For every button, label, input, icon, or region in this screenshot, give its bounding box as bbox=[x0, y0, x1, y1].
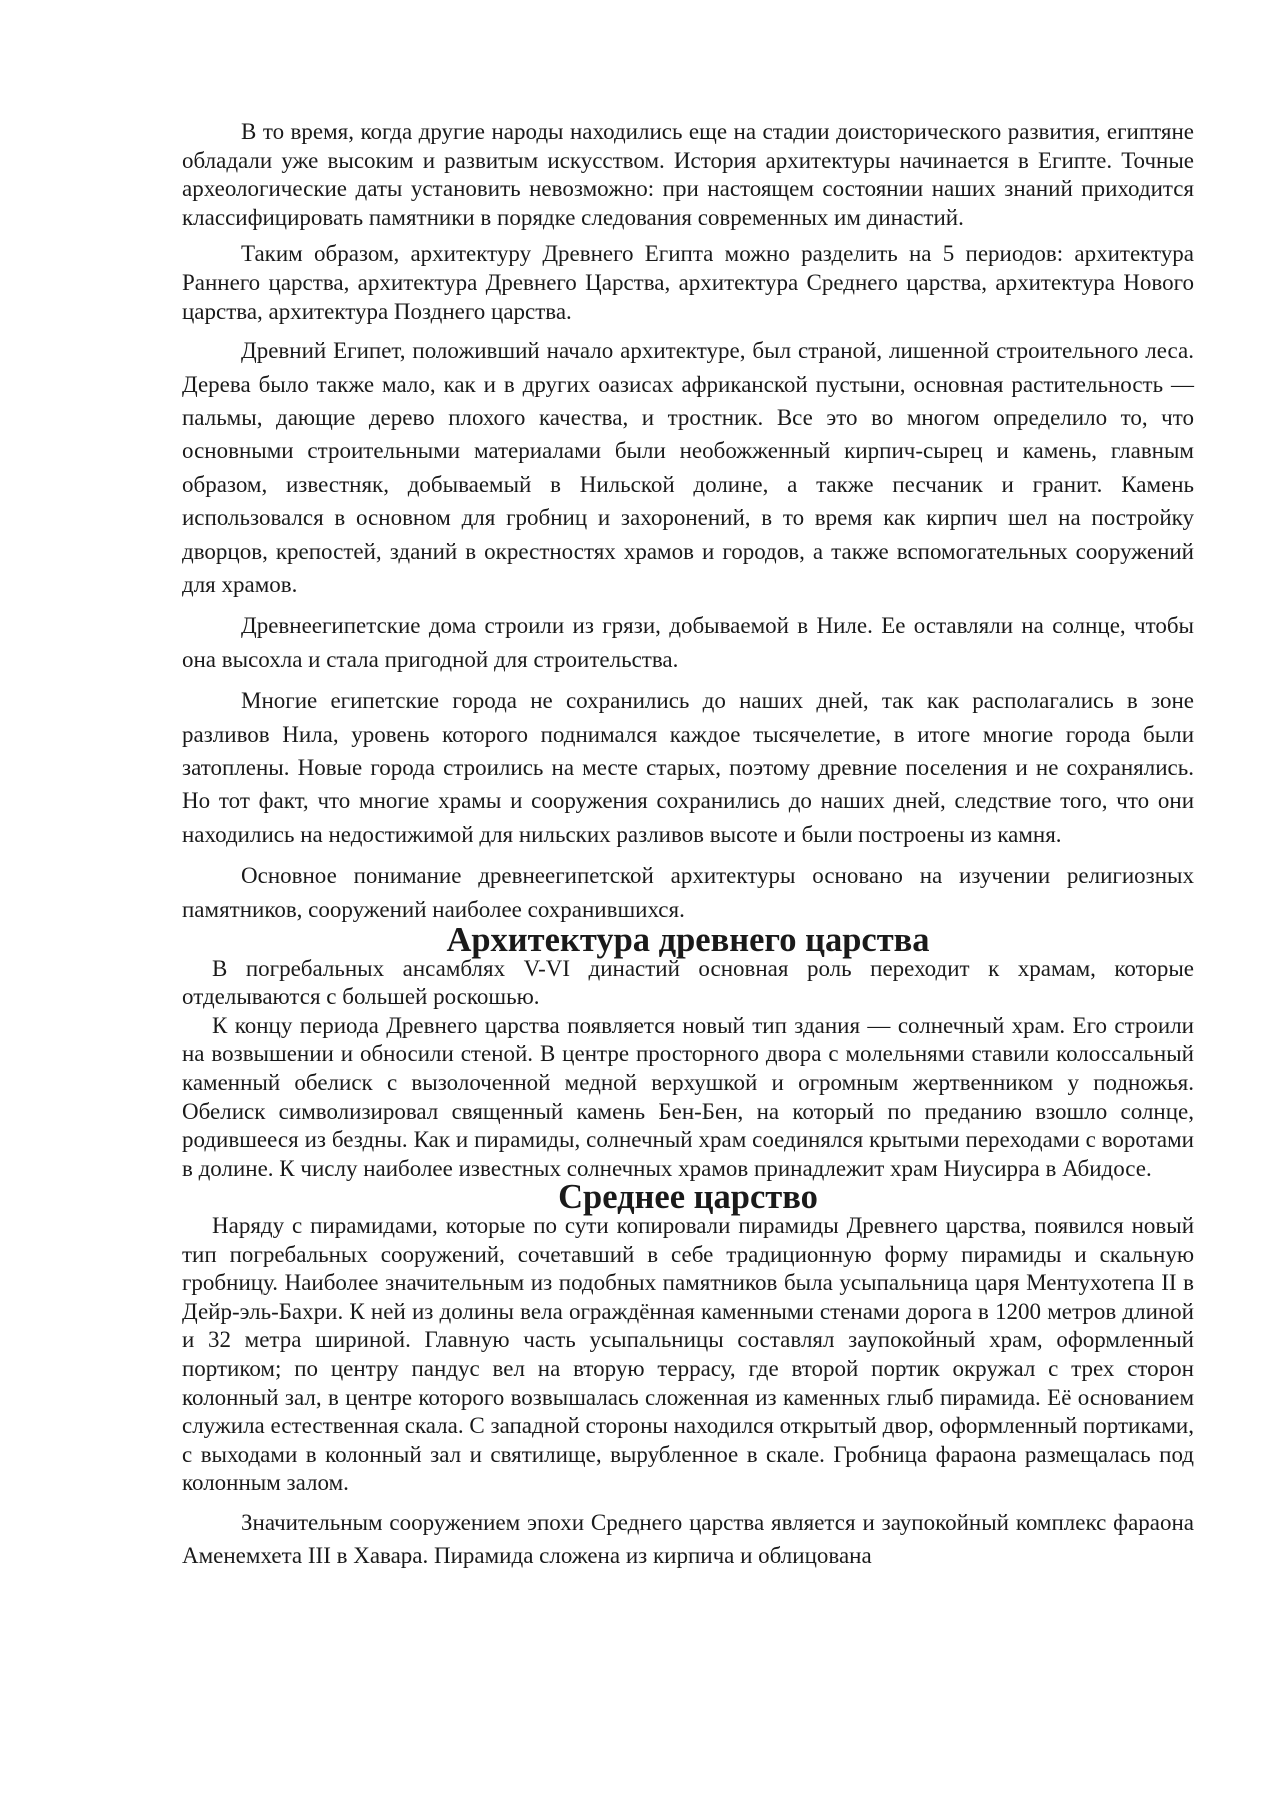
paragraph-houses: Древнеегипетские дома строили из грязи, добываемой в Ниле. Ее оставляли на солнце, чтобы она высохла и стала пригодной для строительства. bbox=[182, 613, 1194, 672]
document-page bbox=[182, 118, 1194, 1573]
paragraph-materials: Древний Египет, положивший начало архитектуре, был страной, лишенной строительного леса. Дерева было также мало, как и в других оазисах африканской пустыни, основная растительность — пальмы, дающие дерево плохого качества, и тростник. Все это во многом определило то, что основными строительными материалами были необожженный кирпич-сырец и камень, главным образом, известняк, добываемый в Нильской долине, а также песчаник и гранит. Камень использовался в основном для гробниц и захоронений, в то время как кирпич шел на постройку дворцов, крепостей, зданий в окрестностях храмов и городов, а также вспомогательных сооружений для храмов. bbox=[182, 338, 1194, 597]
paragraph-sun-temple: К концу периода Древнего царства появляется новый тип здания — солнечный храм. Его строили на возвышении и обносили стеной. В центре просторного двора с молельнями ставили колоссальный каменный обелиск с вызолоченной медной верхушкой и огромным жертвенником у подножья. Обелиск символизировал священный камень Бен-Бен, на который по преданию взошло солнце, родившееся из бездны. Как и пирамиды, солнечный храм соединялся крытыми переходами с воротами в долине. К числу наиболее известных солнечных храмов принадлежит храм Ниусирра в Абидосе. bbox=[182, 1012, 1194, 1181]
paragraph-periods: Таким образом, архитектуру Древнего Египта можно разделить на 5 периодов: архитектура Раннего царства, архитектура Древнего Царства, архитектура Среднего царства, архитектура Нового царства, архитектура Позднего царства. bbox=[182, 241, 1194, 324]
paragraph-religious: Основное понимание древнеегипетской архитектуры основано на изучении религиозных памятников, сооружений наиболее сохранившихся. bbox=[182, 863, 1194, 922]
paragraph-cities: Многие египетские города не сохранились до наших дней, так как располагались в зоне разливов Нила, уровень которого поднимался каждое тысячелетие, в итоге многие города были затоплены. Новые города строились на месте старых, поэтому древние поселения и не сохранялись. Но тот факт, что многие храмы и сооружения сохранились до наших дней, следствие того, что они находились на недостижимой для нильских разливов высоте и были построены из камня. bbox=[182, 688, 1194, 847]
paragraph-amenemhat: Значительным сооружением эпохи Среднего царства является и заупокойный комплекс фараона Аменемхета III в Хавара. Пирамида сложена из кирпича и облицована bbox=[182, 1509, 1194, 1569]
heading-middle-kingdom: Среднее царство bbox=[558, 1178, 818, 1217]
paragraph-mentuhotep: Наряду с пирамидами, которые по сути копировали пирамиды Древнего царства, появился новый тип погребальных сооружений, сочетавший в себе традиционную форму пирамиды и скальную гробницу. Наиболее значительным из подобных памятников была усыпальница царя Ментухотепа II в Дейр-эль-Бахри. К ней из долины вела ограждённая каменными стенами дорога в 1200 метров длиной и 32 метра шириной. Главную часть усыпальницы составлял заупокойный храм, оформленный портиком; по центру пандус вел на вторую террасу, где второй портик окружал с трех сторон колонный зал, в центре которого возвышалась сложенная из каменных глыб пирамида. Её основанием служила естественная скала. С западной стороны находился открытый двор, оформленный портиками, с выходами в колонный зал и святилище, вырубленное в скале. Гробница фараона размещалась под колонным залом. bbox=[182, 1213, 1194, 1496]
paragraph-intro: В то время, когда другие народы находились еще на стадии доисторического развития, египтяне обладали уже высоким и развитым искусством. История архитектуры начинается в Египте. Точные археологические даты установить невозможно: при настоящем состоянии наших знаний приходится классифицировать памятники в порядке следования современных им династий. bbox=[182, 119, 1194, 230]
heading-old-kingdom: Архитектура древнего царства bbox=[446, 921, 930, 960]
paragraph-burial-ensembles: В погребальных ансамблях V-VI династий основная роль переходит к храмам, которые отделываются с большей роскошью. bbox=[182, 955, 1194, 1010]
